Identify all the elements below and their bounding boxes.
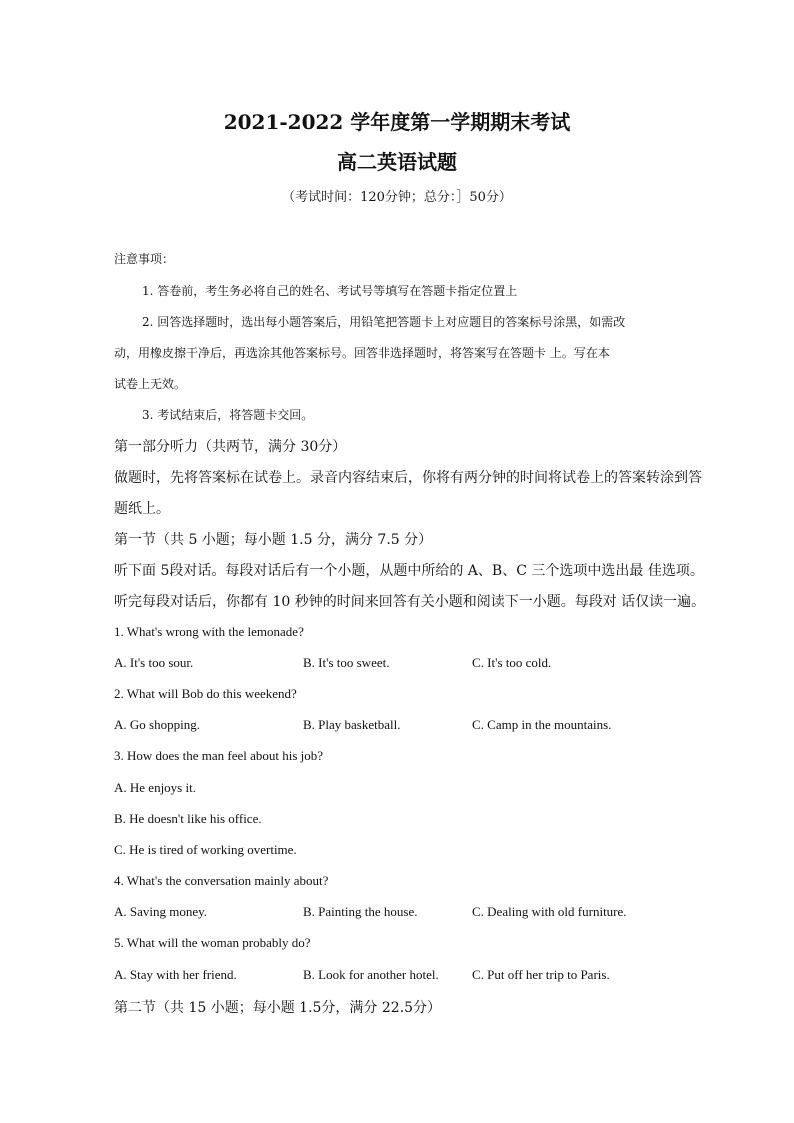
part1-heading: 第一部分听力（共两节，满分 30分） <box>114 439 347 455</box>
option-c: C. Dealing with old furniture. <box>472 904 627 919</box>
question-stem: 2. What will Bob do this weekend? <box>114 686 297 701</box>
part1-instruction-line-1: 做题时，先将答案标在试卷上。录音内容结束后，你将有两分钟的时间将试卷上的答案转涂到答 <box>114 470 702 486</box>
option-a: A. He enjoys it. <box>114 780 196 795</box>
question-stem: 4. What's the conversation mainly about? <box>114 873 329 888</box>
part1-instruction-line-2: 题纸上。 <box>114 501 170 517</box>
question-stem: 3. How does the man feel about his job? <box>114 748 324 763</box>
question-stem: 1. What's wrong with the lemonade? <box>114 624 304 639</box>
exam-title: 2021-2022 学年度第一学期期末考试 <box>223 110 571 134</box>
option-c: C. Put off her trip to Paris. <box>472 967 610 982</box>
section2-heading: 第二节（共 15 小题；每小题 1.5分，满分 22.5分） <box>114 1000 442 1016</box>
option-c: C. Camp in the mountains. <box>472 717 612 732</box>
notice-item-3: 3. 考试结束后，将答题卡交回。 <box>142 408 314 422</box>
option-a: A. Saving money. <box>114 904 208 919</box>
notice-item-2-line-2: 动，用橡皮擦干净后，再选涂其他答案标号。回答非选择题时，将答案写在答题卡 上。写在本 <box>114 346 610 360</box>
option-a: A. It's too sour. <box>114 655 194 670</box>
section1-instruction-line-2: 听完每段对话后，你都有 10 秒钟的时间来回答有关小题和阅读下一小题。每段对 话仅读一遍。 <box>114 594 706 610</box>
option-b: B. It's too sweet. <box>303 655 390 670</box>
exam-subtitle: 高二英语试题 <box>337 150 457 174</box>
option-a: A. Go shopping. <box>114 717 200 732</box>
option-b: B. Look for another hotel. <box>303 967 439 982</box>
option-b: B. Play basketball. <box>303 717 401 732</box>
question-stem: 5. What will the woman probably do? <box>114 935 311 950</box>
notice-item-2-line-1: 2. 回答选择题时，选出每小题答案后，用铅笔把答题卡上对应题目的答案标号涂黑，如需改 <box>142 315 626 329</box>
exam-info: （考试时间：120分钟；总分：］50分） <box>282 190 512 205</box>
notice-item-1: 1. 答卷前，考生务必将自己的姓名、考试号等填写在答题卡指定位置上 <box>142 284 518 298</box>
notice-item-2-line-3: 试卷上无效。 <box>114 377 187 391</box>
option-c: C. It's too cold. <box>472 655 552 670</box>
option-a: A. Stay with her friend. <box>114 967 237 982</box>
option-c: C. He is tired of working overtime. <box>114 842 297 857</box>
notice-heading: 注意事项： <box>114 252 175 266</box>
section1-instruction-line-1: 听下面 5段对话。每段对话后有一个小题，从题中所给的 A、B、C 三个选项中选出最 佳选项。 <box>114 563 704 579</box>
option-b: B. Painting the house. <box>303 904 418 919</box>
option-b: B. He doesn't like his office. <box>114 811 262 826</box>
section1-heading: 第一节（共 5 小题；每小题 1.5 分，满分 7.5 分） <box>114 532 433 548</box>
